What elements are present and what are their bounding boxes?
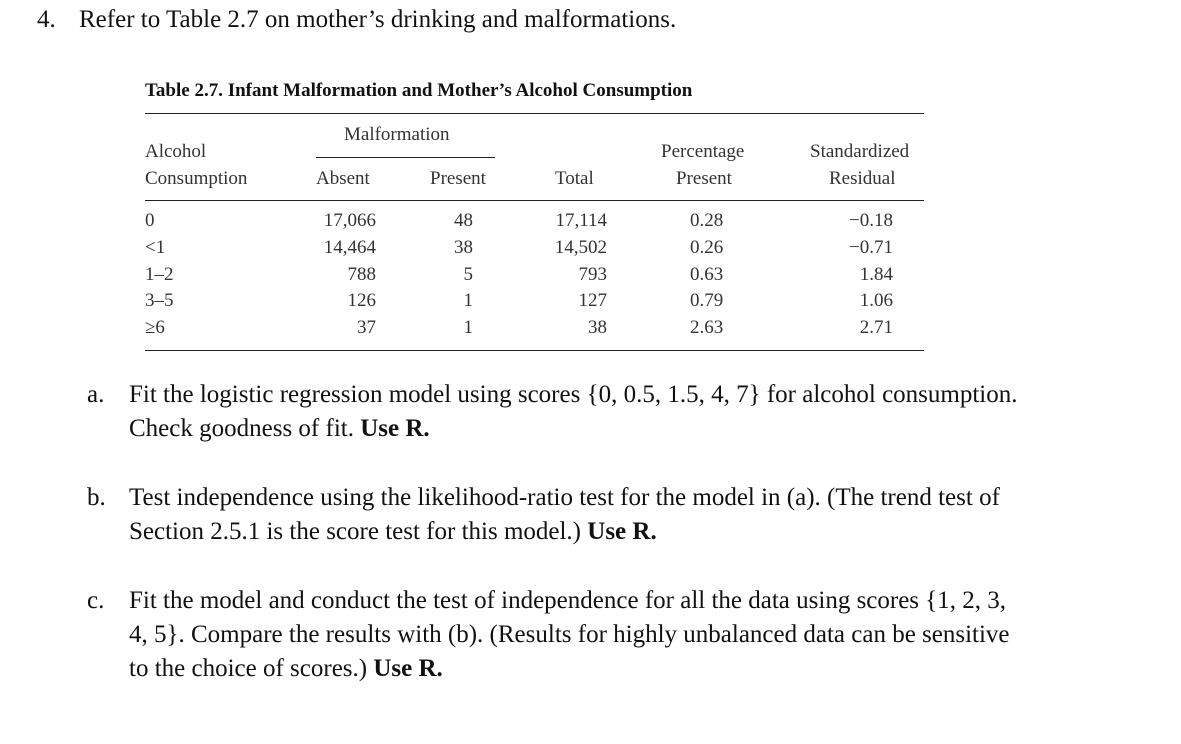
table-cell-total: 14,502 xyxy=(554,237,607,258)
header-standardized-line2: Residual xyxy=(829,168,896,189)
table-cell-alcohol: 1–2 xyxy=(145,264,174,285)
header-malformation: Malformation xyxy=(344,124,450,145)
table-header-rule xyxy=(145,200,924,201)
table-cell-residual: 1.84 xyxy=(859,264,893,285)
malformation-rule xyxy=(316,157,495,158)
part-body xyxy=(129,481,1119,549)
part-text: Section 2.5.1 is the score test for this model.) xyxy=(129,518,582,545)
table-cell-percentage: 0.28 xyxy=(690,210,724,231)
part-line xyxy=(129,412,1119,446)
table-cell-present: 48 xyxy=(454,210,473,231)
question-number: 4. xyxy=(37,6,56,33)
table-cell-residual: 2.71 xyxy=(859,317,893,338)
table-cell-total: 793 xyxy=(578,264,607,285)
table-cell-absent: 17,066 xyxy=(323,210,376,231)
table-cell-present: 5 xyxy=(463,264,473,285)
table-cell-percentage: 0.63 xyxy=(690,264,724,285)
question-heading xyxy=(37,6,676,34)
table-cell-present: 1 xyxy=(463,290,473,311)
part-letter: b. xyxy=(87,484,106,511)
header-percentage-line1: Percentage xyxy=(661,141,745,162)
malformation-table xyxy=(145,80,924,338)
part-line: 4, 5}. Compare the results with (b). (Results for highly unbalanced data can be sensitive xyxy=(129,621,1010,648)
table-cell-residual: −0.71 xyxy=(849,237,893,258)
header-alcohol-line2: Consumption xyxy=(145,168,248,189)
part-line: Fit the logistic regression model using scores {0, 0.5, 1.5, 4, 7} for alcohol consumption. xyxy=(129,381,1018,408)
header-percentage-line2: Present xyxy=(676,168,732,189)
use-r-note: Use R. xyxy=(373,655,443,682)
header-standardized-line1: Standardized xyxy=(810,141,910,162)
table-cell-alcohol: <1 xyxy=(145,237,166,258)
table-cell-present: 38 xyxy=(454,237,473,258)
table-cell-total: 127 xyxy=(578,290,607,311)
part-body xyxy=(129,378,1119,446)
table-title: Table 2.7. Infant Malformation and Mother’s Alcohol Consumption xyxy=(145,80,693,101)
table-cell-present: 1 xyxy=(463,317,473,338)
part-text: Check goodness of fit. xyxy=(129,415,354,442)
question-text: Refer to Table 2.7 on mother’s drinking and malformations. xyxy=(79,6,677,33)
part-line: Test independence using the likelihood-ratio test for the model in (a). (The trend test of xyxy=(129,484,1000,511)
table-cell-residual: 1.06 xyxy=(859,290,893,311)
table-cell-residual: −0.18 xyxy=(849,210,893,231)
table-cell-absent: 126 xyxy=(347,290,376,311)
table-cell-absent: 14,464 xyxy=(323,237,376,258)
header-alcohol-line1: Alcohol xyxy=(145,141,207,162)
table-cell-alcohol: 3–5 xyxy=(145,290,174,311)
part-text: to the choice of scores.) xyxy=(129,655,368,682)
table-cell-percentage: 0.26 xyxy=(690,237,724,258)
header-total: Total xyxy=(555,168,594,189)
table-top-rule xyxy=(145,113,924,114)
table-cell-total: 38 xyxy=(588,317,607,338)
part-line: Fit the model and conduct the test of independence for all the data using scores {1, 2, 3, xyxy=(129,587,1007,614)
use-r-note: Use R. xyxy=(587,518,657,545)
table-cell-percentage: 0.79 xyxy=(690,290,724,311)
table-cell-percentage: 2.63 xyxy=(690,317,724,338)
part-line xyxy=(129,652,1119,686)
header-absent: Absent xyxy=(316,168,370,189)
table-cell-alcohol: 0 xyxy=(145,210,155,231)
table-cell-absent: 37 xyxy=(357,317,376,338)
header-present: Present xyxy=(430,168,486,189)
table-cell-total: 17,114 xyxy=(555,210,607,231)
use-r-note: Use R. xyxy=(360,415,430,442)
part-line xyxy=(129,515,1119,549)
table-bottom-rule xyxy=(145,350,924,351)
part-letter: a. xyxy=(87,381,105,408)
table-cell-absent: 788 xyxy=(347,264,376,285)
part-letter: c. xyxy=(87,587,105,614)
table-cell-alcohol: ≥6 xyxy=(145,317,165,338)
part-body xyxy=(129,584,1119,686)
